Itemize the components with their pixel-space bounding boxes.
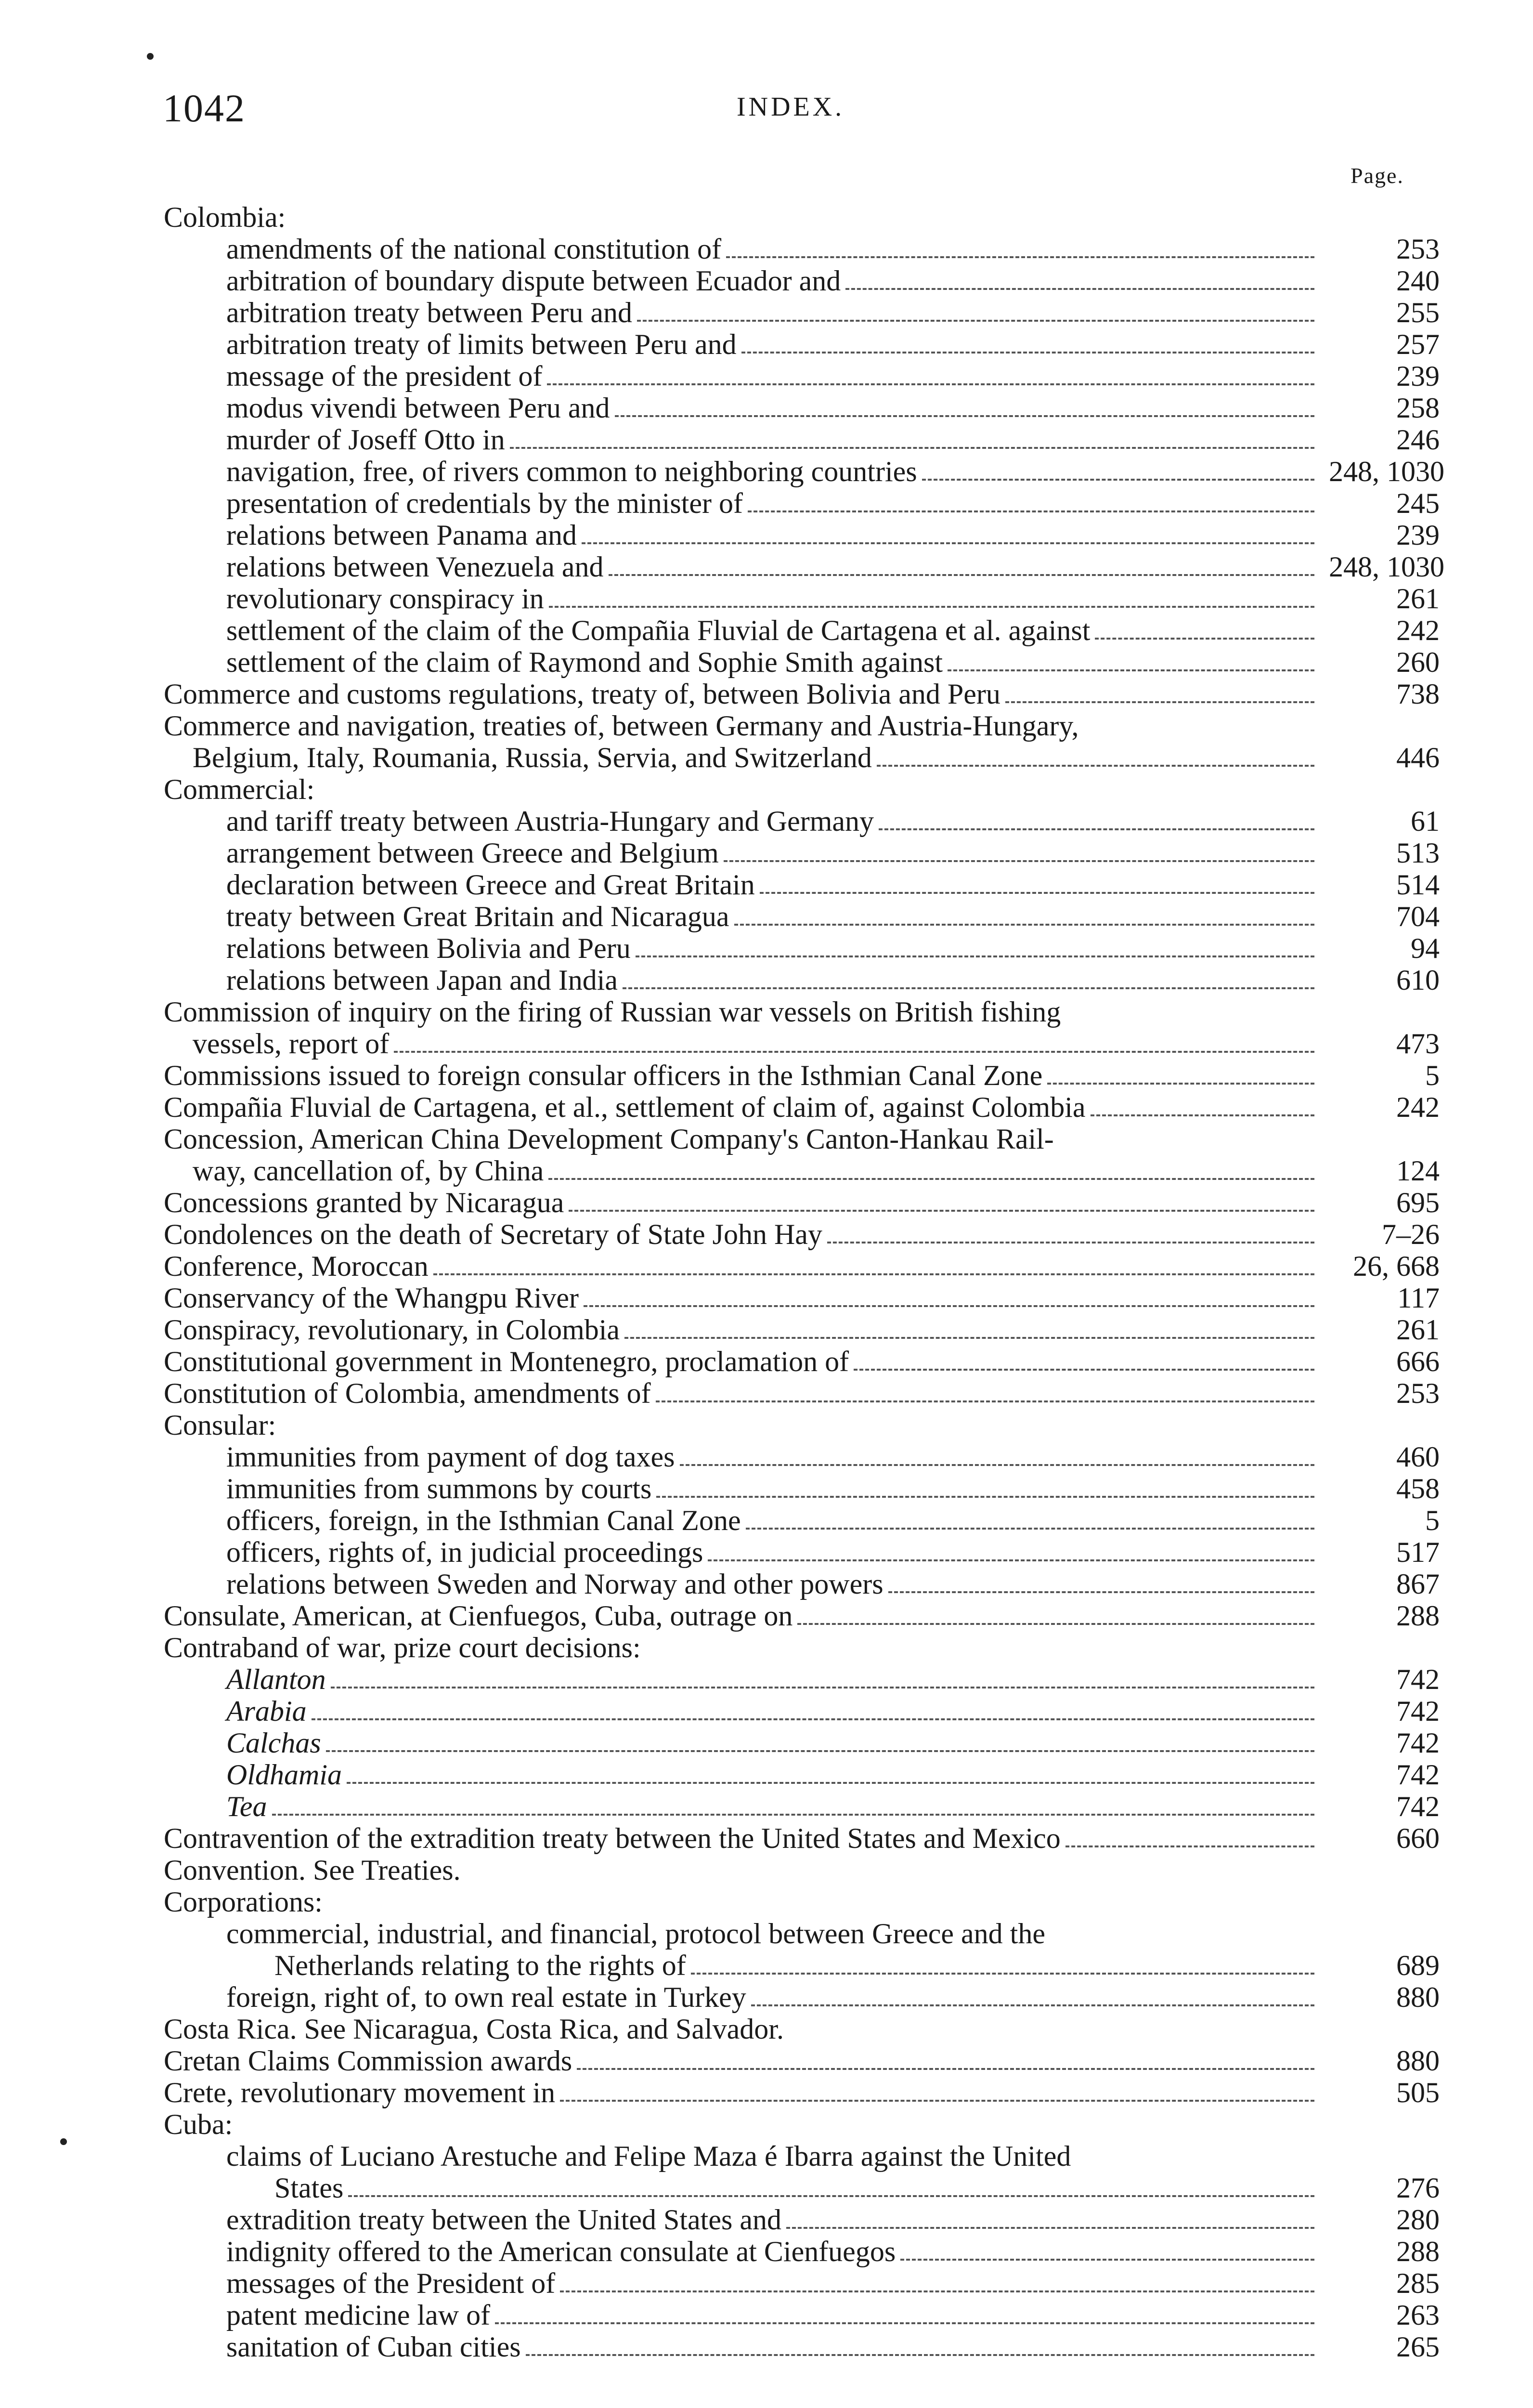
entry-subheading: relations between Sweden and Norway and other powers [226,1568,883,1600]
dot-leader [495,2322,1314,2324]
entry-subheading: indignity offered to the American consulate at Cienfuegos [226,2236,896,2267]
index-entry [164,1663,1440,1695]
entry-subheading: foreign, right of, to own real estate in Turkey [226,1981,746,2013]
dot-leader [348,2195,1314,2197]
entry-page: 867 [1396,1568,1440,1600]
index-entry [164,2299,1440,2331]
entry-subheading: modus vivendi between Peru and [226,392,610,424]
index-entry [164,2045,1440,2077]
page-column-label: Page. [1351,163,1404,188]
entry-page: 239 [1396,519,1440,551]
dot-leader [845,288,1314,290]
dot-leader [272,1813,1315,1816]
index-entry [164,297,1440,328]
entry-text: Commission of inquiry on the firing of Russian war vessels on British fishing [164,996,1061,1028]
entry-subheading: Arabia [226,1695,307,1727]
entry-heading: Constitutional government in Montenegro, proclamation of [164,1346,849,1377]
entry-subheading: presentation of credentials by the minister of [226,487,743,519]
entry-page: 742 [1396,1727,1440,1759]
entry-subheading: settlement of the claim of the Compañia Fluvial de Cartagena et al. against [226,615,1091,646]
dot-leader [900,2258,1314,2261]
entry-subheading: relations between Panama and [226,519,577,551]
entry-page: 5 [1425,1060,1440,1091]
index-entry [164,1218,1440,1250]
entry-subheading: settlement of the claim of Raymond and Sophie Smith against [226,646,943,678]
entry-heading: Corporations: [164,1886,323,1918]
entry-subheading: navigation, free, of rivers common to neighboring countries [226,456,917,487]
index-entry [164,1918,1440,1981]
entry-page: 260 [1396,646,1440,678]
dot-leader [623,987,1314,989]
entry-subheading: arrangement between Greece and Belgium [226,837,719,869]
entry-subheading: extradition treaty between the United States and [226,2204,781,2236]
entry-page: 689 [1396,1950,1440,1981]
entry-page: 239 [1396,360,1440,392]
index-entry [164,201,1440,233]
entry-subheading: arbitration of boundary dispute between Ecuador and [226,265,841,297]
entry-subheading: declaration between Greece and Great Britain [226,869,755,901]
index-entry [164,1473,1440,1505]
entry-page: 513 [1396,837,1440,869]
running-head: INDEX. [737,92,845,122]
entry-heading: Concessions granted by Nicaragua [164,1187,564,1218]
entry-page: 742 [1396,1791,1440,1822]
entry-subheading: Oldhamia [226,1759,342,1791]
dot-leader [569,1209,1314,1212]
dot-leader [751,2004,1314,2006]
dot-leader [312,1718,1314,1720]
index-entry [164,1060,1440,1091]
dot-leader [797,1623,1314,1625]
dot-leader [560,2290,1314,2292]
entry-page: 5 [1425,1505,1440,1536]
index-entry [164,1981,1440,2013]
dot-leader [624,1336,1314,1339]
entry-subheading: immunities from payment of dog taxes [226,1441,675,1473]
entry-page: 285 [1396,2267,1440,2299]
entry-page: 280 [1396,2204,1440,2236]
index-entry [164,678,1440,710]
dot-leader [746,1527,1314,1530]
entry-heading: Convention. See Treaties. [164,1854,461,1886]
index-entry [164,646,1440,678]
dot-leader [526,2354,1314,2356]
entry-page: 258 [1396,392,1440,424]
index-entry [164,1791,1440,1822]
entry-subheading: and tariff treaty between Austria-Hungary and Germany [226,805,874,837]
entry-page: 742 [1396,1663,1440,1695]
index-entry [164,1314,1440,1346]
dot-leader [326,1750,1314,1752]
index-entry [164,964,1440,996]
entry-subheading: officers, rights of, in judicial proceedings [226,1536,703,1568]
entry-heading: Crete, revolutionary movement in [164,2077,556,2108]
entry-subheading: Calchas [226,1727,321,1759]
index-entry [164,2267,1440,2299]
entry-text: Concession, American China Development Company's Canton-Hankau Rail- [164,1123,1054,1155]
dot-leader [609,574,1314,576]
index-entry [164,328,1440,360]
dot-leader [560,2099,1314,2102]
entry-page: 7–26 [1382,1218,1440,1250]
entry-heading: Contraband of war, prize court decisions: [164,1632,641,1663]
index-entry [164,805,1440,837]
entry-page: 517 [1396,1536,1440,1568]
index-entry [164,551,1444,583]
entry-heading: Conspiracy, revolutionary, in Colombia [164,1314,620,1346]
index-entry [164,1187,1440,1218]
dot-leader [331,1686,1314,1688]
entry-page: 253 [1396,1377,1440,1409]
index-entry [164,773,1440,805]
entry-page: 738 [1396,678,1440,710]
index-entry [164,519,1440,551]
index-entry [164,1282,1440,1314]
entry-page: 245 [1396,487,1440,519]
dot-leader [549,605,1314,608]
entry-page: 248, 1030 [1329,456,1444,487]
dot-leader [786,2226,1314,2229]
entry-page: 253 [1396,233,1440,265]
entry-subheading: treaty between Great Britain and Nicaragua [226,901,729,932]
index-entry [164,2331,1440,2363]
stray-mark [147,53,154,60]
entry-subheading: amendments of the national constitution of [226,233,722,265]
index-entry [164,1250,1440,1282]
dot-leader [827,1241,1314,1243]
entry-subheading: Tea [226,1791,267,1822]
index-list [164,201,1444,2363]
entry-subheading: sanitation of Cuban cities [226,2331,521,2363]
index-entry [164,1600,1440,1632]
dot-leader [948,669,1314,671]
entry-heading: Cuba: [164,2108,233,2140]
dot-leader [1095,637,1314,640]
index-entry [164,2013,1440,2045]
entry-subheading: patent medicine law of [226,2299,491,2331]
entry-subheading: murder of Joseff Otto in [226,424,505,456]
dot-leader [547,383,1314,385]
index-entry [164,996,1440,1060]
entry-page: 261 [1396,1314,1440,1346]
entry-page: 248, 1030 [1329,551,1444,583]
entry-page: 61 [1411,805,1440,837]
stray-mark [60,2138,67,2145]
entry-heading: Consulate, American, at Cienfuegos, Cuba, outrage on [164,1600,793,1632]
index-entry [164,1568,1440,1600]
dot-leader [582,542,1314,544]
entry-heading: Commercial: [164,773,315,805]
page-number: 1042 [163,86,246,130]
index-entry [164,1759,1440,1791]
entry-page: 240 [1396,265,1440,297]
index-entry [164,869,1440,901]
entry-continuation: Netherlands relating to the rights of [274,1950,686,1981]
dot-leader [636,955,1314,957]
entry-heading: Costa Rica. See Nicaragua, Costa Rica, and Salvador. [164,2013,784,2045]
entry-page: 460 [1396,1441,1440,1473]
dot-leader [877,764,1314,767]
entry-page: 446 [1396,742,1440,773]
index-entry [164,2236,1440,2267]
index-entry [164,2108,1440,2140]
dot-leader [734,923,1315,926]
dot-leader [879,828,1314,830]
entry-subheading: messages of the President of [226,2267,556,2299]
entry-page: 666 [1396,1346,1440,1377]
index-entry [164,1123,1440,1187]
dot-leader [433,1273,1314,1275]
index-entry [164,1854,1440,1886]
dot-leader [1065,1845,1314,1847]
entry-page: 288 [1396,1600,1440,1632]
entry-page: 288 [1396,2236,1440,2267]
entry-continuation: way, cancellation of, by China [193,1155,544,1187]
dot-leader [922,478,1314,481]
entry-page: 94 [1411,932,1440,964]
entry-heading: Compañia Fluvial de Cartagena, et al., settlement of claim of, against Colombia [164,1091,1086,1123]
dot-leader [680,1464,1315,1466]
index-entry [164,2140,1440,2204]
entry-page: 880 [1396,2045,1440,2077]
index-entry [164,1886,1440,1918]
index-entry [164,233,1440,265]
index-entry [164,1346,1440,1377]
dot-leader [748,510,1314,512]
entry-subheading: message of the president of [226,360,543,392]
entry-page: 660 [1396,1822,1440,1854]
index-entry [164,487,1440,519]
entry-subheading: Allanton [226,1663,326,1695]
index-entry [164,1441,1440,1473]
dot-leader [394,1050,1314,1053]
dot-leader [1091,1114,1315,1116]
index-entry [164,932,1440,964]
entry-heading: Commerce and customs regulations, treaty of, between Bolivia and Peru [164,678,1000,710]
entry-heading: Conference, Moroccan [164,1250,429,1282]
dot-leader [615,415,1315,417]
entry-page: 242 [1396,615,1440,646]
entry-subheading: arbitration treaty between Peru and [226,297,632,328]
entry-page: 26, 668 [1353,1250,1440,1282]
entry-page: 514 [1396,869,1440,901]
dot-leader [584,1305,1314,1307]
dot-leader [708,1559,1314,1561]
entry-page: 458 [1396,1473,1440,1505]
entry-heading: Condolences on the death of Secretary of State John Hay [164,1218,822,1250]
entry-text: commercial, industrial, and financial, protocol between Greece and the [226,1918,1045,1950]
entry-page: 505 [1396,2077,1440,2108]
dot-leader [577,2068,1314,2070]
dot-leader [1005,701,1314,703]
dot-leader [760,891,1314,894]
index-entry [164,583,1440,615]
entry-page: 695 [1396,1187,1440,1218]
entry-heading: Constitution of Colombia, amendments of [164,1377,651,1409]
entry-heading: Commissions issued to foreign consular officers in the Isthmian Canal Zone [164,1060,1043,1091]
dot-leader [637,319,1314,322]
dot-leader [726,256,1314,258]
entry-page: 610 [1396,964,1440,996]
entry-subheading: officers, foreign, in the Isthmian Canal Zone [226,1505,741,1536]
dot-leader [1047,1082,1314,1085]
dot-leader [854,1368,1314,1371]
entry-heading: Conservancy of the Whangpu River [164,1282,579,1314]
entry-page: 257 [1396,328,1440,360]
entry-text: Commerce and navigation, treaties of, between Germany and Austria-Hungary, [164,710,1079,742]
dot-leader [510,446,1314,449]
dot-leader [656,1495,1314,1498]
entry-subheading: revolutionary conspiracy in [226,583,544,615]
entry-subheading: relations between Japan and India [226,964,618,996]
entry-page: 880 [1396,1981,1440,2013]
index-entry [164,837,1440,869]
index-entry [164,2204,1440,2236]
entry-page: 263 [1396,2299,1440,2331]
entry-heading: Contravention of the extradition treaty between the United States and Mexico [164,1822,1061,1854]
index-entry [164,1727,1440,1759]
entry-subheading: relations between Venezuela and [226,551,604,583]
entry-continuation: vessels, report of [193,1028,390,1060]
entry-subheading: arbitration treaty of limits between Peru and [226,328,737,360]
entry-subheading: relations between Bolivia and Peru [226,932,631,964]
index-entry [164,1409,1440,1441]
index-entry [164,901,1440,932]
dot-leader [741,351,1314,353]
entry-continuation: States [274,2172,344,2204]
entry-page: 246 [1396,424,1440,456]
index-entry [164,360,1440,392]
dot-leader [548,1178,1314,1180]
index-entry [164,1822,1440,1854]
entry-page: 704 [1396,901,1440,932]
entry-page: 473 [1396,1028,1440,1060]
index-entry [164,265,1440,297]
index-entry [164,1091,1440,1123]
dot-leader [347,1781,1314,1784]
index-entry [164,2077,1440,2108]
index-entry [164,1377,1440,1409]
entry-heading: Colombia: [164,201,286,233]
index-entry [164,392,1440,424]
index-entry [164,615,1440,646]
index-entry [164,424,1440,456]
dot-leader [724,860,1314,862]
index-entry [164,1536,1440,1568]
index-entry [164,1695,1440,1727]
entry-page: 742 [1396,1759,1440,1791]
entry-page: 261 [1396,583,1440,615]
entry-subheading: immunities from summons by courts [226,1473,652,1505]
entry-heading: Cretan Claims Commission awards [164,2045,572,2077]
index-entry [164,1505,1440,1536]
index-entry [164,710,1440,773]
dot-leader [656,1400,1314,1402]
entry-page: 742 [1396,1695,1440,1727]
entry-continuation: Belgium, Italy, Roumania, Russia, Servia, and Switzerland [193,742,872,773]
entry-page: 255 [1396,297,1440,328]
entry-page: 276 [1396,2172,1440,2204]
dot-leader [888,1591,1314,1593]
entry-page: 124 [1396,1155,1440,1187]
entry-page: 117 [1397,1282,1440,1314]
entry-page: 265 [1396,2331,1440,2363]
entry-page: 242 [1396,1091,1440,1123]
entry-heading: Consular: [164,1409,276,1441]
index-entry [164,456,1444,487]
entry-text: claims of Luciano Arestuche and Felipe Maza é Ibarra against the United [226,2140,1071,2172]
index-entry [164,1632,1440,1663]
dot-leader [691,1972,1314,1975]
